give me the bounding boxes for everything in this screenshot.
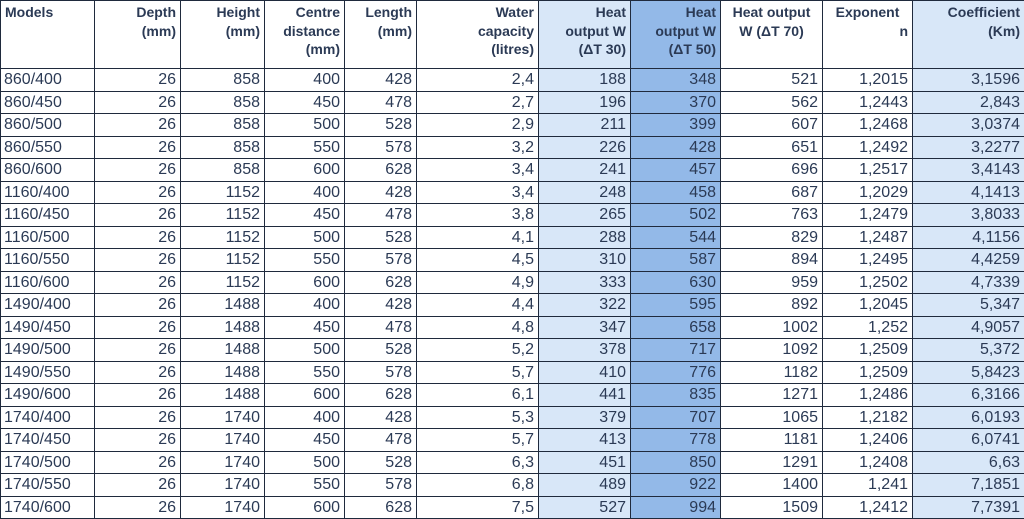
water-capacity-cell: 4,5 [417,249,539,272]
heat-output-dt50-cell: 587 [631,249,721,272]
water-capacity-cell: 6,3 [417,451,539,474]
table-row [1,496,1024,519]
height-cell: 1152 [181,204,265,227]
centre-distance-cell: 400 [265,181,345,204]
height-cell: 1488 [181,294,265,317]
model-cell: 1490/400 [1,294,95,317]
exponent-cell: 1,2486 [823,384,913,407]
heat-output-dt30-cell: 248 [539,181,631,204]
header-water-capacity: Water capacity (litres) [417,1,539,69]
water-capacity-cell: 5,2 [417,339,539,362]
heat-output-dt70-cell: 959 [721,271,823,294]
water-capacity-cell: 6,8 [417,474,539,497]
depth-cell: 26 [95,406,181,429]
exponent-cell: 1,2487 [823,226,913,249]
centre-distance-cell: 550 [265,136,345,159]
coefficient-cell: 6,0741 [913,429,1024,452]
depth-cell: 26 [95,271,181,294]
centre-distance-cell: 400 [265,406,345,429]
coefficient-cell: 5,8423 [913,361,1024,384]
heat-output-dt70-cell: 829 [721,226,823,249]
heat-output-dt30-cell: 310 [539,249,631,272]
centre-distance-cell: 500 [265,451,345,474]
length-cell: 478 [345,316,417,339]
centre-distance-cell: 600 [265,384,345,407]
model-cell: 1490/550 [1,361,95,384]
height-cell: 1740 [181,474,265,497]
centre-distance-cell: 600 [265,496,345,519]
exponent-cell: 1,2509 [823,339,913,362]
header-row [1,1,1024,69]
height-cell: 1740 [181,451,265,474]
length-cell: 628 [345,271,417,294]
centre-distance-cell: 550 [265,249,345,272]
heat-output-dt30-cell: 441 [539,384,631,407]
water-capacity-cell: 3,2 [417,136,539,159]
heat-output-dt50-cell: 630 [631,271,721,294]
exponent-cell: 1,2443 [823,91,913,114]
centre-distance-cell: 450 [265,316,345,339]
table-row [1,384,1024,407]
length-cell: 428 [345,294,417,317]
model-cell: 860/450 [1,91,95,114]
model-cell: 1160/500 [1,226,95,249]
heat-output-dt70-cell: 1002 [721,316,823,339]
depth-cell: 26 [95,294,181,317]
coefficient-cell: 2,843 [913,91,1024,114]
centre-distance-cell: 500 [265,114,345,137]
header-exponent: Exponent n [823,1,913,69]
table-row [1,474,1024,497]
heat-output-dt50-cell: 658 [631,316,721,339]
table-row [1,406,1024,429]
centre-distance-cell: 500 [265,339,345,362]
heat-output-dt30-cell: 211 [539,114,631,137]
height-cell: 1152 [181,226,265,249]
model-cell: 1160/600 [1,271,95,294]
height-cell: 858 [181,69,265,92]
exponent-cell: 1,2015 [823,69,913,92]
model-cell: 1490/450 [1,316,95,339]
heat-output-dt30-cell: 333 [539,271,631,294]
table-row [1,249,1024,272]
length-cell: 528 [345,114,417,137]
model-cell: 860/600 [1,159,95,182]
heat-output-dt30-cell: 265 [539,204,631,227]
table-row [1,339,1024,362]
table-row [1,136,1024,159]
height-cell: 1152 [181,271,265,294]
heat-output-dt50-cell: 595 [631,294,721,317]
coefficient-cell: 6,3166 [913,384,1024,407]
length-cell: 478 [345,91,417,114]
heat-output-dt30-cell: 188 [539,69,631,92]
length-cell: 628 [345,384,417,407]
coefficient-cell: 4,1156 [913,226,1024,249]
coefficient-cell: 6,0193 [913,406,1024,429]
water-capacity-cell: 2,9 [417,114,539,137]
length-cell: 578 [345,474,417,497]
table-row [1,429,1024,452]
depth-cell: 26 [95,226,181,249]
heat-output-dt50-cell: 457 [631,159,721,182]
heat-output-dt50-cell: 544 [631,226,721,249]
depth-cell: 26 [95,316,181,339]
heat-output-dt70-cell: 687 [721,181,823,204]
depth-cell: 26 [95,249,181,272]
length-cell: 578 [345,136,417,159]
model-cell: 1740/500 [1,451,95,474]
water-capacity-cell: 3,8 [417,204,539,227]
length-cell: 528 [345,339,417,362]
heat-output-dt30-cell: 347 [539,316,631,339]
heat-output-dt70-cell: 892 [721,294,823,317]
heat-output-dt30-cell: 241 [539,159,631,182]
header-coefficient: Coefficient (Km) [913,1,1024,69]
coefficient-cell: 4,9057 [913,316,1024,339]
depth-cell: 26 [95,204,181,227]
heat-output-dt30-cell: 226 [539,136,631,159]
height-cell: 1740 [181,406,265,429]
heat-output-dt30-cell: 413 [539,429,631,452]
depth-cell: 26 [95,114,181,137]
table-row [1,226,1024,249]
water-capacity-cell: 5,7 [417,429,539,452]
water-capacity-cell: 4,4 [417,294,539,317]
table-row [1,159,1024,182]
heat-output-dt30-cell: 410 [539,361,631,384]
heat-output-dt70-cell: 1065 [721,406,823,429]
coefficient-cell: 5,347 [913,294,1024,317]
centre-distance-cell: 400 [265,294,345,317]
table-row [1,451,1024,474]
length-cell: 428 [345,181,417,204]
model-cell: 1160/400 [1,181,95,204]
heat-output-dt50-cell: 502 [631,204,721,227]
exponent-cell: 1,2412 [823,496,913,519]
header-centre-distance: Centre distance (mm) [265,1,345,69]
height-cell: 1488 [181,339,265,362]
model-cell: 1740/450 [1,429,95,452]
heat-output-dt50-cell: 850 [631,451,721,474]
model-cell: 1490/500 [1,339,95,362]
heat-output-dt50-cell: 399 [631,114,721,137]
table-row [1,294,1024,317]
coefficient-cell: 3,1596 [913,69,1024,92]
length-cell: 628 [345,159,417,182]
table-body [1,69,1024,519]
height-cell: 858 [181,159,265,182]
heat-output-dt70-cell: 1092 [721,339,823,362]
coefficient-cell: 3,8033 [913,204,1024,227]
height-cell: 1152 [181,249,265,272]
heat-output-dt70-cell: 521 [721,69,823,92]
model-cell: 860/500 [1,114,95,137]
header-heat-output-dt50: Heat output W (ΔT 50) [631,1,721,69]
exponent-cell: 1,2406 [823,429,913,452]
header-depth: Depth (mm) [95,1,181,69]
heat-output-dt50-cell: 922 [631,474,721,497]
heat-output-dt70-cell: 1400 [721,474,823,497]
coefficient-cell: 4,1413 [913,181,1024,204]
length-cell: 628 [345,496,417,519]
water-capacity-cell: 2,4 [417,69,539,92]
heat-output-dt70-cell: 1182 [721,361,823,384]
table-row [1,114,1024,137]
model-cell: 1160/550 [1,249,95,272]
model-cell: 860/550 [1,136,95,159]
length-cell: 428 [345,406,417,429]
heat-output-dt50-cell: 717 [631,339,721,362]
heat-output-dt30-cell: 378 [539,339,631,362]
header-heat-output-dt30: Heat output W (ΔT 30) [539,1,631,69]
header-heat-output-dt70: Heat output W (ΔT 70) [721,1,823,69]
table-row [1,69,1024,92]
heat-output-dt30-cell: 288 [539,226,631,249]
model-cell: 860/400 [1,69,95,92]
exponent-cell: 1,2509 [823,361,913,384]
table-row [1,181,1024,204]
model-cell: 1490/600 [1,384,95,407]
header-models: Models [1,1,95,69]
water-capacity-cell: 3,4 [417,159,539,182]
coefficient-cell: 5,372 [913,339,1024,362]
height-cell: 1152 [181,181,265,204]
heat-output-dt30-cell: 379 [539,406,631,429]
model-cell: 1740/400 [1,406,95,429]
exponent-cell: 1,252 [823,316,913,339]
depth-cell: 26 [95,496,181,519]
coefficient-cell: 3,0374 [913,114,1024,137]
height-cell: 858 [181,136,265,159]
centre-distance-cell: 600 [265,271,345,294]
height-cell: 1488 [181,361,265,384]
centre-distance-cell: 500 [265,226,345,249]
height-cell: 1488 [181,384,265,407]
depth-cell: 26 [95,91,181,114]
exponent-cell: 1,2517 [823,159,913,182]
water-capacity-cell: 4,1 [417,226,539,249]
heat-output-dt70-cell: 562 [721,91,823,114]
coefficient-cell: 7,1851 [913,474,1024,497]
exponent-cell: 1,2408 [823,451,913,474]
exponent-cell: 1,2045 [823,294,913,317]
water-capacity-cell: 2,7 [417,91,539,114]
heat-output-dt70-cell: 1509 [721,496,823,519]
heat-output-dt70-cell: 651 [721,136,823,159]
centre-distance-cell: 400 [265,69,345,92]
model-cell: 1160/450 [1,204,95,227]
length-cell: 478 [345,204,417,227]
heat-output-dt50-cell: 370 [631,91,721,114]
heat-output-dt50-cell: 778 [631,429,721,452]
coefficient-cell: 3,4143 [913,159,1024,182]
heat-output-dt70-cell: 1181 [721,429,823,452]
coefficient-cell: 4,7339 [913,271,1024,294]
table-row [1,91,1024,114]
exponent-cell: 1,2468 [823,114,913,137]
heat-output-dt50-cell: 348 [631,69,721,92]
model-cell: 1740/550 [1,474,95,497]
centre-distance-cell: 550 [265,361,345,384]
centre-distance-cell: 550 [265,474,345,497]
heat-output-dt30-cell: 489 [539,474,631,497]
heat-output-dt50-cell: 707 [631,406,721,429]
heat-output-dt30-cell: 322 [539,294,631,317]
coefficient-cell: 7,7391 [913,496,1024,519]
exponent-cell: 1,2029 [823,181,913,204]
length-cell: 478 [345,429,417,452]
height-cell: 858 [181,114,265,137]
heat-output-dt70-cell: 894 [721,249,823,272]
coefficient-cell: 6,63 [913,451,1024,474]
length-cell: 578 [345,361,417,384]
length-cell: 428 [345,69,417,92]
length-cell: 578 [345,249,417,272]
heat-output-dt30-cell: 196 [539,91,631,114]
height-cell: 1488 [181,316,265,339]
exponent-cell: 1,2479 [823,204,913,227]
heat-output-dt70-cell: 607 [721,114,823,137]
table-row [1,204,1024,227]
water-capacity-cell: 4,8 [417,316,539,339]
water-capacity-cell: 3,4 [417,181,539,204]
depth-cell: 26 [95,339,181,362]
heat-output-dt50-cell: 458 [631,181,721,204]
header-length: Length (mm) [345,1,417,69]
heat-output-dt50-cell: 835 [631,384,721,407]
centre-distance-cell: 450 [265,429,345,452]
heat-output-dt70-cell: 696 [721,159,823,182]
water-capacity-cell: 7,5 [417,496,539,519]
table-row [1,361,1024,384]
water-capacity-cell: 6,1 [417,384,539,407]
heat-output-dt30-cell: 527 [539,496,631,519]
exponent-cell: 1,241 [823,474,913,497]
exponent-cell: 1,2182 [823,406,913,429]
depth-cell: 26 [95,69,181,92]
water-capacity-cell: 4,9 [417,271,539,294]
centre-distance-cell: 450 [265,204,345,227]
heat-output-dt30-cell: 451 [539,451,631,474]
water-capacity-cell: 5,3 [417,406,539,429]
coefficient-cell: 3,2277 [913,136,1024,159]
length-cell: 528 [345,226,417,249]
heat-output-dt50-cell: 428 [631,136,721,159]
heat-output-dt50-cell: 776 [631,361,721,384]
heat-output-dt50-cell: 994 [631,496,721,519]
height-cell: 858 [181,91,265,114]
heat-output-dt70-cell: 1291 [721,451,823,474]
water-capacity-cell: 5,7 [417,361,539,384]
depth-cell: 26 [95,451,181,474]
depth-cell: 26 [95,474,181,497]
length-cell: 528 [345,451,417,474]
exponent-cell: 1,2492 [823,136,913,159]
depth-cell: 26 [95,361,181,384]
depth-cell: 26 [95,181,181,204]
table-row [1,271,1024,294]
coefficient-cell: 4,4259 [913,249,1024,272]
height-cell: 1740 [181,429,265,452]
model-cell: 1740/600 [1,496,95,519]
table-row [1,316,1024,339]
header-height: Height (mm) [181,1,265,69]
exponent-cell: 1,2495 [823,249,913,272]
height-cell: 1740 [181,496,265,519]
depth-cell: 26 [95,384,181,407]
centre-distance-cell: 600 [265,159,345,182]
heat-output-dt70-cell: 763 [721,204,823,227]
heat-output-dt70-cell: 1271 [721,384,823,407]
depth-cell: 26 [95,159,181,182]
depth-cell: 26 [95,429,181,452]
centre-distance-cell: 450 [265,91,345,114]
exponent-cell: 1,2502 [823,271,913,294]
depth-cell: 26 [95,136,181,159]
